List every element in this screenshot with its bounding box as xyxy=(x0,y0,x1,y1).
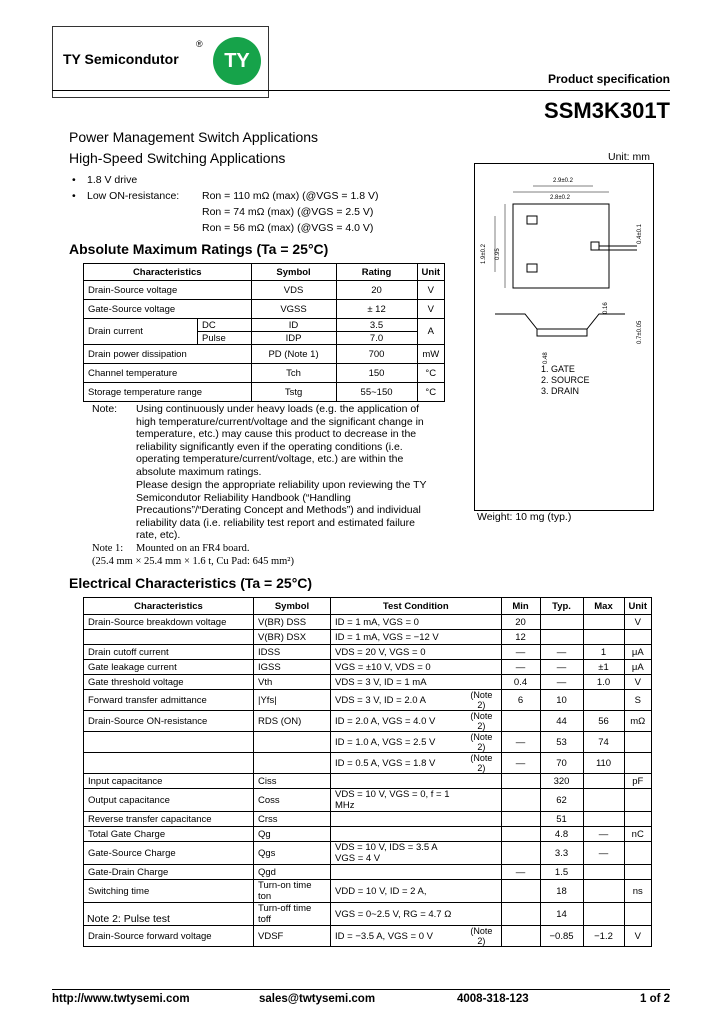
cell-rating: 20 xyxy=(336,281,417,300)
cell-min: 12 xyxy=(501,630,540,645)
column-header: Symbol xyxy=(251,264,336,281)
cell-symbol: VDSF xyxy=(254,926,331,947)
cell-unit xyxy=(624,789,651,812)
cell-typ: −0.85 xyxy=(540,926,583,947)
cell-max xyxy=(583,903,624,926)
cell-symbol: VGSS xyxy=(251,300,336,319)
cell-char: Reverse transfer capacitance xyxy=(84,812,254,827)
cell-char: Channel temperature xyxy=(84,364,252,383)
table-row xyxy=(84,345,445,364)
cell-char: Total Gate Charge xyxy=(84,827,254,842)
cell-rating: ± 12 xyxy=(336,300,417,319)
cell-unit: °C xyxy=(417,364,444,383)
cell-char: Gate leakage current xyxy=(84,660,254,675)
table-row xyxy=(84,300,445,319)
cell-max xyxy=(583,812,624,827)
table-row xyxy=(84,842,652,865)
cell-condition xyxy=(331,812,463,827)
cell-symbol: RDS (ON) xyxy=(254,711,331,732)
abs-max-title: Absolute Maximum Ratings (Ta = 25°C) xyxy=(69,241,329,257)
dimension-label: 0.95 xyxy=(495,248,501,260)
cell-max: — xyxy=(583,827,624,842)
cell-note: (Note 2) xyxy=(462,732,501,753)
dimension-label: 1.9±0.2 xyxy=(481,244,487,264)
dimension-label: 0.48 xyxy=(543,352,549,364)
cell-note xyxy=(462,842,501,865)
cell-rating: 7.0 xyxy=(336,332,417,345)
table-row xyxy=(84,615,652,630)
table-row xyxy=(84,675,652,690)
note1-line2: (25.4 mm × 25.4 mm × 1.6 t, Cu Pad: 645 mm²) xyxy=(92,556,294,567)
cell-min xyxy=(501,789,540,812)
cell-condition: VDS = 10 V, VGS = 0, f = 1 MHz xyxy=(331,789,463,812)
cell-rating: 150 xyxy=(336,364,417,383)
dimension-label: 0.16 xyxy=(603,302,609,314)
cell-max: ±1 xyxy=(583,660,624,675)
cell-unit: V xyxy=(624,615,651,630)
cell-min: 0.4 xyxy=(501,675,540,690)
cell-typ: — xyxy=(540,645,583,660)
cell-unit: V xyxy=(417,281,444,300)
cell-symbol xyxy=(254,732,331,753)
cell-condition: ID = 1.0 A, VGS = 2.5 V xyxy=(331,732,463,753)
cell-symbol: Qg xyxy=(254,827,331,842)
dimension-label: 2.9±0.2 xyxy=(553,178,573,184)
cell-unit xyxy=(624,812,651,827)
column-header: Characteristics xyxy=(84,264,252,281)
note1-label: Note 1: xyxy=(92,543,124,554)
cell-unit xyxy=(624,865,651,880)
cell-note xyxy=(462,903,501,926)
cell-condition: ID = −3.5 A, VGS = 0 V xyxy=(331,926,463,947)
cell-condition: ID = 0.5 A, VGS = 1.8 V xyxy=(331,753,463,774)
table-row xyxy=(84,926,652,947)
footer-rule xyxy=(52,989,670,990)
footer-url[interactable]: http://www.twtysemi.com xyxy=(52,993,190,1005)
dimension-label: 0.7±0.05 xyxy=(637,320,643,344)
cell-min: — xyxy=(501,732,540,753)
cell-min xyxy=(501,827,540,842)
cell-note xyxy=(462,789,501,812)
cell-unit xyxy=(624,732,651,753)
company-name: TY Semicondutor xyxy=(63,51,179,67)
table-row xyxy=(84,753,652,774)
cell-condition: VDS = 20 V, VGS = 0 xyxy=(331,645,463,660)
cell-note xyxy=(462,645,501,660)
cell-sub: Pulse xyxy=(198,332,252,345)
product-spec-label: Product specification xyxy=(547,72,670,86)
registered-mark: ® xyxy=(196,39,203,49)
cell-max: 1 xyxy=(583,645,624,660)
table-row xyxy=(84,827,652,842)
cell-typ: 14 xyxy=(540,903,583,926)
cell-condition: VDS = 3 V, ID = 2.0 A xyxy=(331,690,463,711)
cell-condition: VDS = 10 V, IDS = 3.5 A VGS = 4 V xyxy=(331,842,463,865)
table-row xyxy=(84,774,652,789)
cell-rating: 55~150 xyxy=(336,383,417,402)
cell-symbol xyxy=(254,753,331,774)
table-row xyxy=(84,690,652,711)
note-label: Note: xyxy=(92,403,118,415)
cell-max xyxy=(583,880,624,903)
column-header: Test Condition xyxy=(331,598,502,615)
table-row xyxy=(84,383,445,402)
feature-bullet: • xyxy=(72,174,76,186)
cell-note: (Note 2) xyxy=(462,926,501,947)
cell-note xyxy=(462,774,501,789)
cell-note xyxy=(462,675,501,690)
cell-note xyxy=(462,827,501,842)
cell-note: (Note 2) xyxy=(462,711,501,732)
cell-unit xyxy=(624,753,651,774)
dimension-label: 0.4±0.1 xyxy=(637,224,643,244)
cell-typ xyxy=(540,630,583,645)
cell-symbol: Qgs xyxy=(254,842,331,865)
cell-unit xyxy=(624,903,651,926)
cell-typ: 320 xyxy=(540,774,583,789)
cell-condition xyxy=(331,827,463,842)
cell-symbol: Ciss xyxy=(254,774,331,789)
cell-typ: 51 xyxy=(540,812,583,827)
cell-char: Drain-Source ON-resistance xyxy=(84,711,254,732)
cell-note xyxy=(462,615,501,630)
cell-note: (Note 2) xyxy=(462,690,501,711)
cell-symbol: VDS xyxy=(251,281,336,300)
cell-symbol: V(BR) DSX xyxy=(254,630,331,645)
pin-label: 2. SOURCE xyxy=(541,375,590,385)
cell-condition: ID = 2.0 A, VGS = 4.0 V xyxy=(331,711,463,732)
cell-typ: — xyxy=(540,675,583,690)
cell-max xyxy=(583,615,624,630)
cell-typ: 70 xyxy=(540,753,583,774)
cell-note xyxy=(462,812,501,827)
table-row xyxy=(84,281,445,300)
cell-min: — xyxy=(501,865,540,880)
pin-label: 1. GATE xyxy=(541,364,575,374)
column-header: Rating xyxy=(336,264,417,281)
footer-page: 1 of 2 xyxy=(640,993,671,1005)
cell-min: — xyxy=(501,753,540,774)
cell-symbol: V(BR) DSS xyxy=(254,615,331,630)
logo-box xyxy=(52,26,269,98)
package-outline-drawing xyxy=(475,164,653,510)
column-header: Characteristics xyxy=(84,598,254,615)
note-text: Using continuously under heavy loads (e.g. the application of high temperature/current/voltage and the significant change in temperature, etc.) may cause this product to decrease in the reliability significantly even if the operating conditions (i.e. operating temperature/current/voltage, etc.) are within the absolute maximum ratings. xyxy=(136,403,424,478)
cell-note: (Note 2) xyxy=(462,753,501,774)
column-header: Max xyxy=(583,598,624,615)
header-rule xyxy=(52,90,670,91)
cell-char xyxy=(84,732,254,753)
cell-max: 74 xyxy=(583,732,624,753)
cell-typ xyxy=(540,615,583,630)
cell-typ: 3.3 xyxy=(540,842,583,865)
cell-char xyxy=(84,753,254,774)
cell-max: −1.2 xyxy=(583,926,624,947)
cell-symbol: IGSS xyxy=(254,660,331,675)
cell-unit xyxy=(624,842,651,865)
cell-unit: ns xyxy=(624,880,651,903)
cell-unit: mW xyxy=(417,345,444,364)
cell-symbol: Tch xyxy=(251,364,336,383)
cell-typ: — xyxy=(540,660,583,675)
cell-min: — xyxy=(501,645,540,660)
cell-symbol: PD (Note 1) xyxy=(251,345,336,364)
cell-min: — xyxy=(501,660,540,675)
cell-min: 20 xyxy=(501,615,540,630)
table-row xyxy=(84,660,652,675)
elec-table xyxy=(83,597,652,947)
cell-unit: S xyxy=(624,690,651,711)
elec-title: Electrical Characteristics (Ta = 25°C) xyxy=(69,575,313,591)
cell-char: Gate-Drain Charge xyxy=(84,865,254,880)
cell-typ: 4.8 xyxy=(540,827,583,842)
ty-logo-icon: TY xyxy=(213,37,261,85)
cell-condition: VDS = 3 V, ID = 1 mA xyxy=(331,675,463,690)
cell-min xyxy=(501,774,540,789)
cell-char: Gate-Source voltage xyxy=(84,300,252,319)
cell-max: 110 xyxy=(583,753,624,774)
cell-max: 56 xyxy=(583,711,624,732)
cell-rating: 3.5 xyxy=(336,319,417,332)
feature-bullet: • xyxy=(72,190,76,202)
unit-label: Unit: mm xyxy=(608,151,650,163)
cell-symbol: Coss xyxy=(254,789,331,812)
cell-condition: ID = 1 mA, VGS = −12 V xyxy=(331,630,463,645)
cell-char: Drain-Source breakdown voltage xyxy=(84,615,254,630)
part-number: SSM3K301T xyxy=(544,98,670,123)
cell-max: 1.0 xyxy=(583,675,624,690)
cell-condition: ID = 1 mA, VGS = 0 xyxy=(331,615,463,630)
pin-label: 3. DRAIN xyxy=(541,386,580,396)
footer-phone: 4008-318-123 xyxy=(457,993,529,1005)
feature-drive: 1.8 V drive xyxy=(87,174,138,186)
cell-symbol: ID xyxy=(251,319,336,332)
column-header: Min xyxy=(501,598,540,615)
cell-char: Input capacitance xyxy=(84,774,254,789)
cell-condition: VDD = 10 V, ID = 2 A, xyxy=(331,880,463,903)
table-row xyxy=(84,732,652,753)
cell-unit: pF xyxy=(624,774,651,789)
cell-char: Drain power dissipation xyxy=(84,345,252,364)
cell-min xyxy=(501,812,540,827)
cell-typ: 44 xyxy=(540,711,583,732)
cell-note xyxy=(462,660,501,675)
cell-condition: VGS = ±10 V, VDS = 0 xyxy=(331,660,463,675)
cell-symbol: IDSS xyxy=(254,645,331,660)
cell-char: Drain current xyxy=(84,319,198,345)
cell-min xyxy=(501,926,540,947)
abs-max-table xyxy=(83,263,445,402)
table-row xyxy=(84,711,652,732)
cell-unit: μA xyxy=(624,645,651,660)
table-row xyxy=(84,319,445,332)
cell-unit: °C xyxy=(417,383,444,402)
cell-max xyxy=(583,865,624,880)
column-header: Symbol xyxy=(254,598,331,615)
cell-unit: μA xyxy=(624,660,651,675)
cell-unit: V xyxy=(417,300,444,319)
cell-char: Drain cutoff current xyxy=(84,645,254,660)
cell-unit: V xyxy=(624,675,651,690)
cell-symbol: Vth xyxy=(254,675,331,690)
note-text-2: Please design the appropriate reliability upon reviewing the TY Semicondutor Reliability Handbook (“Handling Precautions”/“Derating Concept and Methods”) and individual reliability data (i.e. reliability test report and estimated failure rate, etc). xyxy=(136,479,427,542)
cell-symbol: Turn-off time toff xyxy=(254,903,331,926)
cell-max: — xyxy=(583,842,624,865)
table-row xyxy=(84,812,652,827)
cell-char xyxy=(84,630,254,645)
cell-typ: 62 xyxy=(540,789,583,812)
note2: Note 2: Pulse test xyxy=(87,913,170,925)
cell-symbol: Qgd xyxy=(254,865,331,880)
cell-min xyxy=(501,903,540,926)
cell-symbol: |Yfs| xyxy=(254,690,331,711)
cell-symbol: Crss xyxy=(254,812,331,827)
ron-line: Ron = 74 mΩ (max) (@VGS = 2.5 V) xyxy=(202,206,374,218)
note1-line1: Mounted on an FR4 board. xyxy=(136,543,250,554)
cell-min: 6 xyxy=(501,690,540,711)
cell-note xyxy=(462,865,501,880)
cell-char: Drain-Source voltage xyxy=(84,281,252,300)
cell-condition: VGS = 0~2.5 V, RG = 4.7 Ω xyxy=(331,903,463,926)
cell-unit xyxy=(624,630,651,645)
cell-max xyxy=(583,630,624,645)
cell-condition xyxy=(331,774,463,789)
cell-symbol: Turn-on time ton xyxy=(254,880,331,903)
column-header: Unit xyxy=(624,598,651,615)
ron-line: Ron = 56 mΩ (max) (@VGS = 4.0 V) xyxy=(202,222,374,234)
cell-char: Storage temperature range xyxy=(84,383,252,402)
cell-note xyxy=(462,630,501,645)
application-1: Power Management Switch Applications xyxy=(69,129,319,145)
ron-line: Ron = 110 mΩ (max) (@VGS = 1.8 V) xyxy=(202,190,379,202)
application-2: High-Speed Switching Applications xyxy=(69,150,286,166)
table-row xyxy=(84,630,652,645)
table-row xyxy=(84,865,652,880)
cell-rating: 700 xyxy=(336,345,417,364)
cell-condition xyxy=(331,865,463,880)
cell-max xyxy=(583,690,624,711)
cell-char: Output capacitance xyxy=(84,789,254,812)
column-header: Unit xyxy=(417,264,444,281)
cell-char: Forward transfer admittance xyxy=(84,690,254,711)
cell-min xyxy=(501,880,540,903)
cell-unit: nC xyxy=(624,827,651,842)
cell-max xyxy=(583,789,624,812)
cell-unit: mΩ xyxy=(624,711,651,732)
cell-typ: 1.5 xyxy=(540,865,583,880)
dimension-label: 2.8±0.2 xyxy=(550,195,570,201)
package-diagram xyxy=(474,163,654,511)
footer-email[interactable]: sales@twtysemi.com xyxy=(259,993,376,1005)
table-row xyxy=(84,364,445,383)
cell-sub: DC xyxy=(198,319,252,332)
weight-label: Weight: 10 mg (typ.) xyxy=(477,511,572,523)
cell-max xyxy=(583,774,624,789)
cell-min xyxy=(501,842,540,865)
table-row xyxy=(84,789,652,812)
cell-symbol: IDP xyxy=(251,332,336,345)
cell-typ: 53 xyxy=(540,732,583,753)
cell-note xyxy=(462,880,501,903)
cell-symbol: Tstg xyxy=(251,383,336,402)
column-header: Typ. xyxy=(540,598,583,615)
cell-char: Gate-Source Charge xyxy=(84,842,254,865)
cell-unit: A xyxy=(417,319,444,345)
cell-unit: V xyxy=(624,926,651,947)
cell-min xyxy=(501,711,540,732)
table-row xyxy=(84,880,652,903)
cell-typ: 18 xyxy=(540,880,583,903)
cell-char: Gate threshold voltage xyxy=(84,675,254,690)
table-row xyxy=(84,645,652,660)
cell-typ: 10 xyxy=(540,690,583,711)
feature-low-on-label: Low ON-resistance: xyxy=(87,190,180,202)
cell-char: Drain-Source forward voltage xyxy=(84,926,254,947)
cell-char: Switching time xyxy=(84,880,254,903)
pin-list xyxy=(541,364,590,397)
